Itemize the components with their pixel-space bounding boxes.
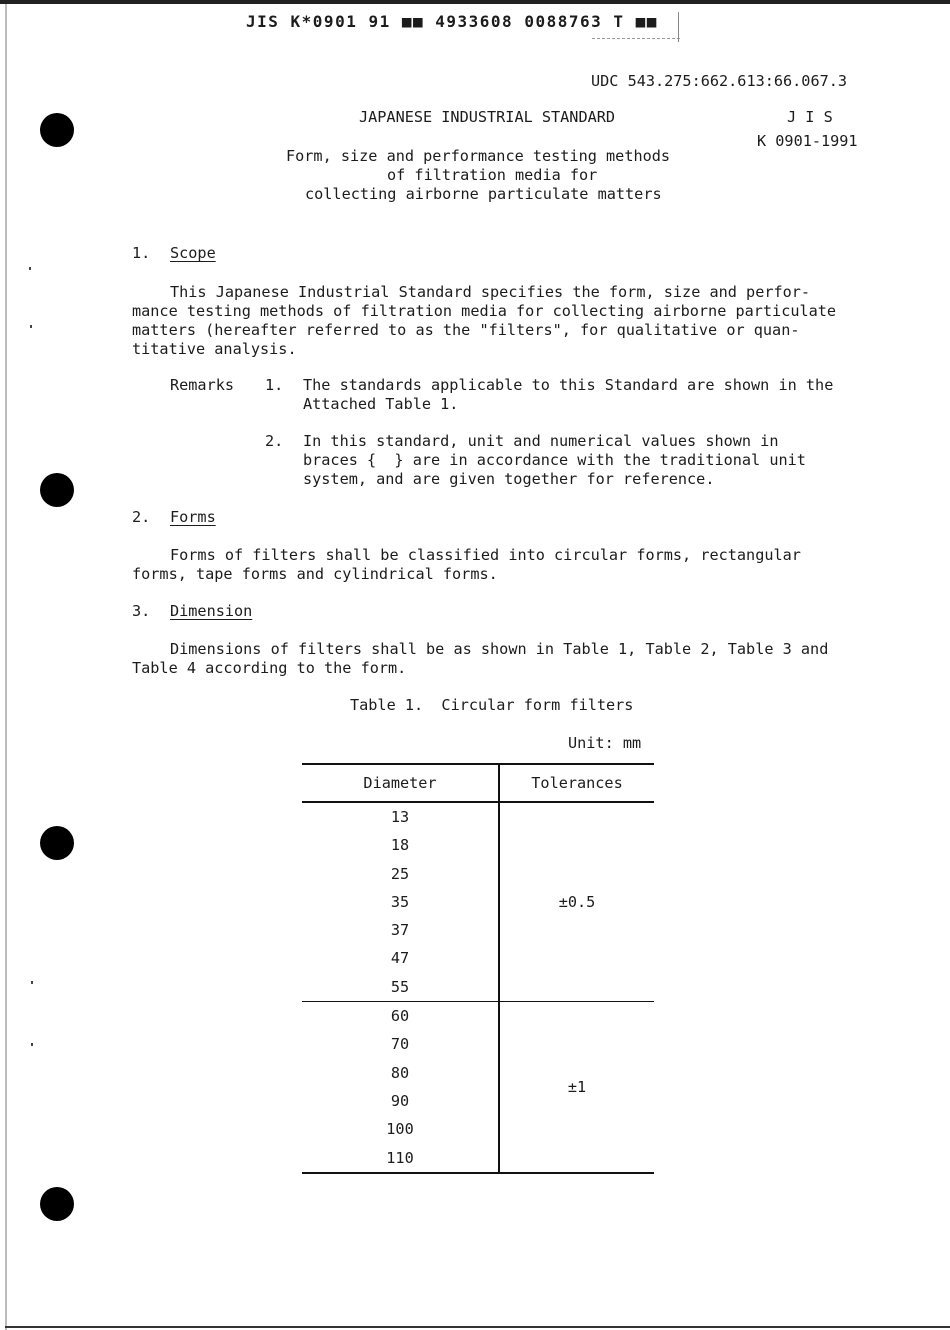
- paragraph-line: Dimensions of filters shall be as shown in Table 1, Table 2, Table 3 and: [170, 640, 829, 658]
- remarks-label: Remarks: [170, 376, 235, 394]
- title-line: Form, size and performance testing methods: [286, 147, 671, 165]
- paragraph-line: Forms of filters shall be classified into circular forms, rectangular: [170, 546, 801, 564]
- scan-speck: [31, 1043, 33, 1046]
- diameter-value: 55: [390, 977, 410, 996]
- column-header-diameter: Diameter: [302, 764, 499, 802]
- jis-mark: J I S: [787, 108, 833, 126]
- punch-hole: [40, 473, 74, 507]
- remark-number: 1.: [265, 376, 284, 394]
- title-line: of filtration media for: [387, 166, 598, 184]
- tolerance-value: ±0.5: [558, 893, 596, 912]
- table-unit: Unit: mm: [568, 734, 642, 752]
- tolerance-value: ±1: [499, 1002, 654, 1173]
- diameter-value: 35: [390, 892, 410, 911]
- header-edge-mark: [678, 12, 679, 42]
- punch-hole: [40, 1187, 74, 1221]
- scan-speck: [30, 325, 32, 328]
- page-left-edge: [5, 4, 7, 1330]
- jis-number: K 0901-1991: [757, 132, 858, 150]
- diameter-value: 80: [390, 1063, 410, 1082]
- remark-line: In this standard, unit and numerical values shown in: [303, 432, 779, 450]
- diameter-group-cell: [302, 1002, 499, 1173]
- paragraph-line: forms, tape forms and cylindrical forms.: [132, 565, 498, 583]
- diameter-value: 25: [390, 864, 410, 883]
- diameter-value: 110: [386, 1148, 414, 1167]
- scan-speck: [31, 981, 33, 984]
- remark-line: system, and are given together for reference.: [303, 470, 715, 488]
- column-header-tolerances: Tolerances: [499, 764, 654, 802]
- paragraph-line: This Japanese Industrial Standard specifies the form, size and perfor-: [170, 283, 811, 301]
- diameter-value: 13: [390, 808, 410, 826]
- table-row: [302, 802, 654, 1002]
- title-line: collecting airborne particulate matters: [305, 185, 662, 203]
- remark-line: The standards applicable to this Standard are shown in the: [303, 376, 834, 394]
- diameter-value: 100: [386, 1120, 414, 1139]
- punch-hole: [40, 826, 74, 860]
- diameter-value: 60: [390, 1007, 410, 1026]
- remark-number: 2.: [265, 432, 284, 450]
- section-number: 3.: [132, 602, 151, 620]
- paragraph-line: mance testing methods of filtration media for collecting airborne particulate: [132, 302, 837, 320]
- table-row: [302, 1002, 654, 1173]
- table-caption: Table 1. Circular form filters: [350, 696, 634, 714]
- paragraph-line: Table 4 according to the form.: [132, 659, 407, 677]
- paragraph-line: titative analysis.: [132, 340, 297, 358]
- section-number: 2.: [132, 508, 151, 526]
- section-heading-forms: Forms: [170, 508, 216, 526]
- section-heading-dimension: Dimension: [170, 602, 253, 620]
- page-bottom-border: [5, 1326, 950, 1328]
- standard-label: JAPANESE INDUSTRIAL STANDARD: [359, 108, 616, 126]
- section-number: 1.: [132, 244, 151, 262]
- page-top-border: [0, 0, 950, 4]
- remark-line: Attached Table 1.: [303, 395, 459, 413]
- remark-line: braces { } are in accordance with the traditional unit: [303, 451, 806, 469]
- udc-number: UDC 543.275:662.613:66.067.3: [591, 72, 848, 90]
- paragraph-line: matters (hereafter referred to as the "filters", for qualitative or quan-: [132, 321, 800, 339]
- scan-speck: [29, 267, 31, 270]
- diameter-value: 18: [390, 836, 410, 855]
- circular-filters-table: [302, 763, 654, 1174]
- diameter-value: 70: [390, 1035, 410, 1054]
- header-dash-line: [592, 38, 680, 39]
- diameter-value: 37: [390, 921, 410, 940]
- diameter-value: 47: [390, 949, 410, 968]
- punch-hole: [40, 113, 74, 147]
- section-heading-scope: Scope: [170, 244, 216, 262]
- diameter-value: 90: [390, 1091, 410, 1110]
- diameter-group-cell: [302, 802, 499, 1002]
- document-code-header: JIS K*0901 91 ■■ 4933608 0088763 T ■■: [246, 12, 658, 31]
